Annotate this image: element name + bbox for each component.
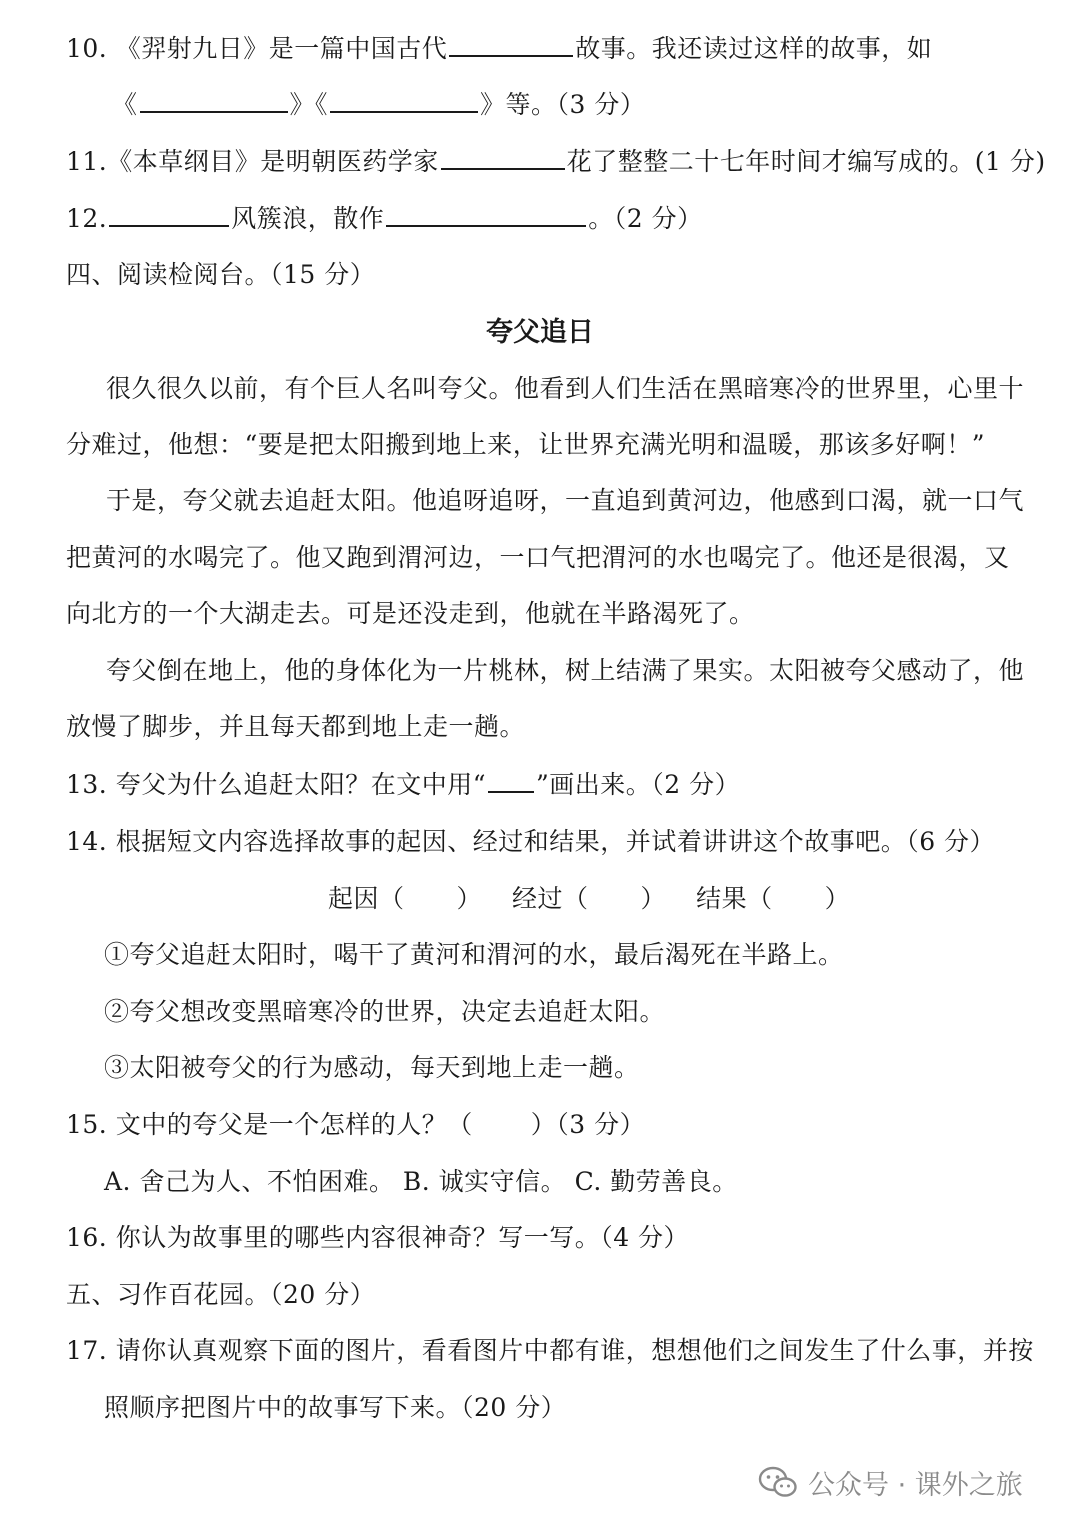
q10-text-c: 《 [112,90,138,119]
story-line-3: 于是，夸父就去追赶太阳。他追呀追呀，一直追到黄河边，他感到口渴，就一口气 [106,486,1025,515]
process-label: 经过（ [512,884,589,913]
q11-text-b: 花了整整二十七年时间才编写成的。(1 分) [566,147,1046,176]
watermark [758,1462,1023,1502]
section-5-heading: 五、习作百花园。（20 分） [66,1280,376,1309]
process-close: ） [640,884,667,913]
q10-blank-3[interactable] [330,89,478,113]
question-16: 16. 你认为故事里的哪些内容很神奇？写一写。（4 分） [66,1223,690,1252]
q15-options: A. 舍己为人、不怕困难。 B. 诚实守信。 C. 勤劳善良。 [104,1167,738,1196]
question-17-line2: 照顺序把图片中的故事写下来。（20 分） [104,1393,567,1422]
q12-text-c: 。（2 分） [588,204,703,233]
question-10-line2 [112,88,645,122]
q12-blank-2[interactable] [386,203,586,227]
question-10-line1 [66,32,932,66]
q11-blank[interactable] [441,146,565,170]
q10-text-d: 》《 [289,90,329,119]
q14-answer-row [328,882,850,916]
q10-text-b: 故事。我还读过这样的故事，如 [575,34,933,63]
question-12 [66,202,703,236]
q12-text-a: 12. [66,204,108,233]
q14-option-3: ③太阳被夸父的行为感动，每天到地上走一趟。 [104,1053,640,1082]
story-line-1: 很久很久以前，有个巨人名叫夸父。他看到人们生活在黑暗寒冷的世界里，心里十 [106,374,1025,403]
result-close: ） [824,884,851,913]
q14-option-1: ①夸父追赶太阳时，喝干了黄河和渭河的水，最后渴死在半路上。 [104,940,844,969]
q10-text-e: 》等。（3 分） [480,90,646,119]
q14-option-2: ②夸父想改变黑暗寒冷的世界，决定去追赶太阳。 [104,997,666,1026]
story-line-6: 夸父倒在地上，他的身体化为一片桃林，树上结满了果实。太阳被夸父感动了，他 [106,656,1025,685]
wechat-icon [758,1465,798,1499]
q12-text-b: 风簇浪，散作 [231,204,385,233]
cause-label: 起因（ [328,884,405,913]
q13-blank[interactable] [488,769,534,793]
question-11 [66,145,1046,179]
q12-blank-1[interactable] [109,203,229,227]
q11-text-a: 11.《本草纲目》是明朝医药学家 [66,147,439,176]
q15-text-b: ）（3 分） [530,1110,646,1139]
watermark-text: 公众号 · 课外之旅 [808,1469,1023,1501]
story-line-5: 向北方的一个大湖走去。可是还没走到，他就在半路渴死了。 [66,599,755,628]
cause-close: ） [456,884,483,913]
result-label: 结果（ [696,884,773,913]
question-14: 14. 根据短文内容选择故事的起因、经过和结果，并试着讲讲这个故事吧。（6 分） [66,827,996,856]
q15-text-a: 15. 文中的夸父是一个怎样的人？（ [66,1110,473,1139]
q10-text-a: 10. 《羿射九日》是一篇中国古代 [66,34,448,63]
question-15 [66,1108,645,1142]
story-line-2: 分难过，他想：“要是把太阳搬到地上来，让世界充满光明和温暖，那该多好啊！” [66,430,986,459]
q10-blank-1[interactable] [449,33,573,57]
q10-blank-2[interactable] [140,89,288,113]
q13-text-b: ”画出来。（2 分） [536,770,741,799]
story-line-7: 放慢了脚步，并且每天都到地上走一趟。 [66,712,526,741]
q13-text-a: 13. 夸父为什么追赶太阳？在文中用“ [66,770,486,799]
question-17-line1: 17. 请你认真观察下面的图片，看看图片中都有谁，想想他们之间发生了什么事，并按 [66,1336,1034,1365]
story-title: 夸父追日 [486,317,594,348]
question-13 [66,768,740,802]
story-line-4: 把黄河的水喝完了。他又跑到渭河边，一口气把渭河的水也喝完了。他还是很渴，又 [66,543,1010,572]
section-4-heading: 四、阅读检阅台。（15 分） [66,260,376,289]
